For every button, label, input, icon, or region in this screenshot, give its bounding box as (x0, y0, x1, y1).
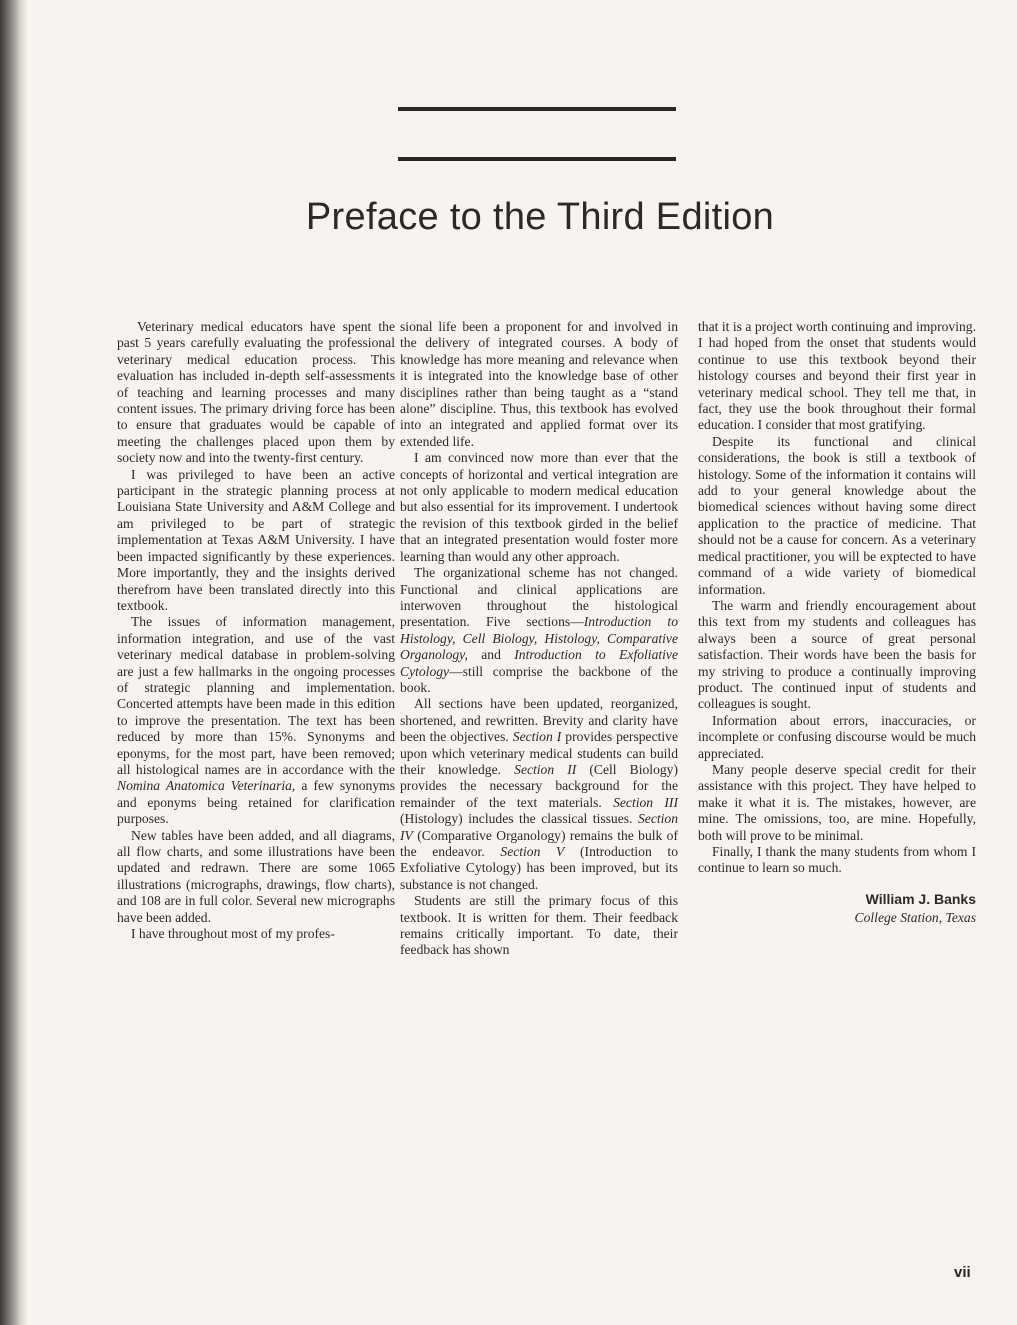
paragraph-text: (Cell Biology) provides the necessary background for the remainder of the text materials. (400, 761, 678, 810)
text-column-2 (400, 319, 678, 959)
section-ref: Section II (514, 761, 577, 777)
paragraph (400, 696, 678, 893)
paragraph: Finally, I thank the many students from whom I continue to learn so much. (698, 844, 976, 876)
paragraph: that it is a project worth continuing and improving. I had hoped from the onset that students would continue to use this textbook beyond their histology courses and beyond their first year in veterinary medical school. They tell me that, in fact, they use the book throughout their formal education. I consider that most gratifying. (698, 319, 976, 433)
page-title: Preface to the Third Edition (305, 196, 775, 238)
section-ref: Section V (500, 844, 565, 859)
section-ref: Section III (613, 794, 678, 810)
paragraph (117, 614, 395, 827)
text-column-1 (117, 319, 395, 942)
paragraph: The warm and friendly encouragement about this text from my students and colleagues has always been a source of great personal satisfaction. Their words have been the basis for my striving to produce a continually improving product. The continued input of students and colleagues is sought. (698, 597, 976, 712)
paragraph-text: a few synonyms and eponyms being retained for clarification purposes. (117, 778, 396, 827)
paragraph: I was privileged to have been an active participant in the strategic planning process at Louisiana State University and A&M College and am privileged to be part of strategic implementation at Texas A&M University. I have been impacted significantly by these experiences. More importantly, they and the insights derived therefrom have been translated directly into this textbook. (117, 466, 395, 613)
paragraph-text: (Histology) includes the classical tissues. (400, 811, 638, 827)
paragraph-text: (Introduction to Exfoliative Cytology) has been improved, but its substance is not changed. (400, 844, 678, 892)
page-number: vii (954, 1264, 971, 1281)
section-name: Introduction to Exfoliative Cytology (400, 647, 678, 679)
paragraph: Veterinary medical educators have spent the past 5 years carefully evaluating the professional veterinary medical education process. This evaluation has included in-depth self-assessments of teaching and learning processes and many content issues. The primary driving force has been to ensure that graduates would be capable of meeting the challenges placed upon them by society now and into the twenty-first century. (117, 319, 395, 466)
author-location: College Station, Texas (854, 910, 976, 926)
paragraph-text: The issues of information management, information integration, and use of the vast veterinary medical database in problem-solving are just a few hallmarks in the ongoing processes of strategic planning and implementation. Concerted attempts have been made in this edition to improve the presentation. The text has been reduced by more than 15%. Synonyms and eponyms, for the most part, have been removed; all histological names are in accordance with the (117, 614, 395, 777)
paragraph: Students are still the primary focus of this textbook. It is written for them. Their feedback remains critically important. To date, their feedback has shown (400, 893, 678, 958)
paragraph: I have throughout most of my profes- (131, 926, 335, 942)
bottom-rule (398, 157, 676, 161)
paragraph-text: (Comparative Organology) remains the bulk of the endeavor. (400, 827, 678, 859)
paragraph: New tables have been added, and all diagrams, all flow charts, and some illustrations have been updated and redrawn. There are some 1065 illustrations (micrographs, drawings, flow charts), and 108 are in full color. Several new micrographs have been added. (117, 827, 395, 925)
section-ref: Section I (512, 729, 562, 745)
paragraph: sional life been a proponent for and involved in the delivery of integrated courses. A body of knowledge has more meaning and relevance when it is integrated into the knowledge base of other disciplines rather than being taught as a “stand alone” discipline. Thus, this textbook has evolved into an integrated and applied format over its extended life. (400, 319, 678, 449)
paragraph: Many people deserve special credit for their assistance with this project. They have helped to make it what it is. The mistakes, however, are mine. The omissions, too, are mine. Hopefully, both will prove to be minimal. (698, 761, 976, 843)
paragraph: Information about errors, inaccuracies, or incomplete or confusing discourse would be much appreciated. (698, 712, 976, 761)
paragraph-text: and (467, 647, 515, 663)
section-names: Introduction to Histology, Cell Biology, Histology, Comparative Organology, (400, 614, 679, 663)
author-signature: William J. Banks (865, 890, 976, 907)
paragraph-text: —still comprise the backbone of the book. (400, 663, 678, 695)
paragraph-text: All sections have been updated, reorganized, shortened, and rewritten. Brevity and clarity have been the objectives. (400, 696, 678, 745)
paragraph: Despite its functional and clinical considerations, the book is still a textbook of histology. Some of the information it contains will add to your general knowledge about the biomedical sciences without having some direct application to the practice of medicine. That should not be a cause for concern. As a veterinary medical practitioner, you will be exptected to have command of a wide variety of biomedical information. (698, 433, 976, 597)
paragraph-text: provides perspective upon which veterinary medical students can build their knowledge. (400, 729, 678, 777)
paragraph (400, 565, 678, 696)
top-rule (398, 107, 676, 111)
paragraph: I am convinced now more than ever that the concepts of horizontal and vertical integration are not only applicable to modern medical education but also essential for its improvement. I undertook the revision of this textbook girded in the belief that an integrated presentation would foster more learning than would any other approach. (400, 450, 678, 564)
nomenclature-title: Nomina Anatomica Veterinaria, (117, 778, 296, 794)
section-ref: Section IV (400, 811, 678, 843)
text-column-3 (698, 319, 976, 927)
paragraph-text: The organizational scheme has not changed. Functional and clinical applications are interwoven throughout the histological presentation. Five sections— (400, 565, 678, 630)
